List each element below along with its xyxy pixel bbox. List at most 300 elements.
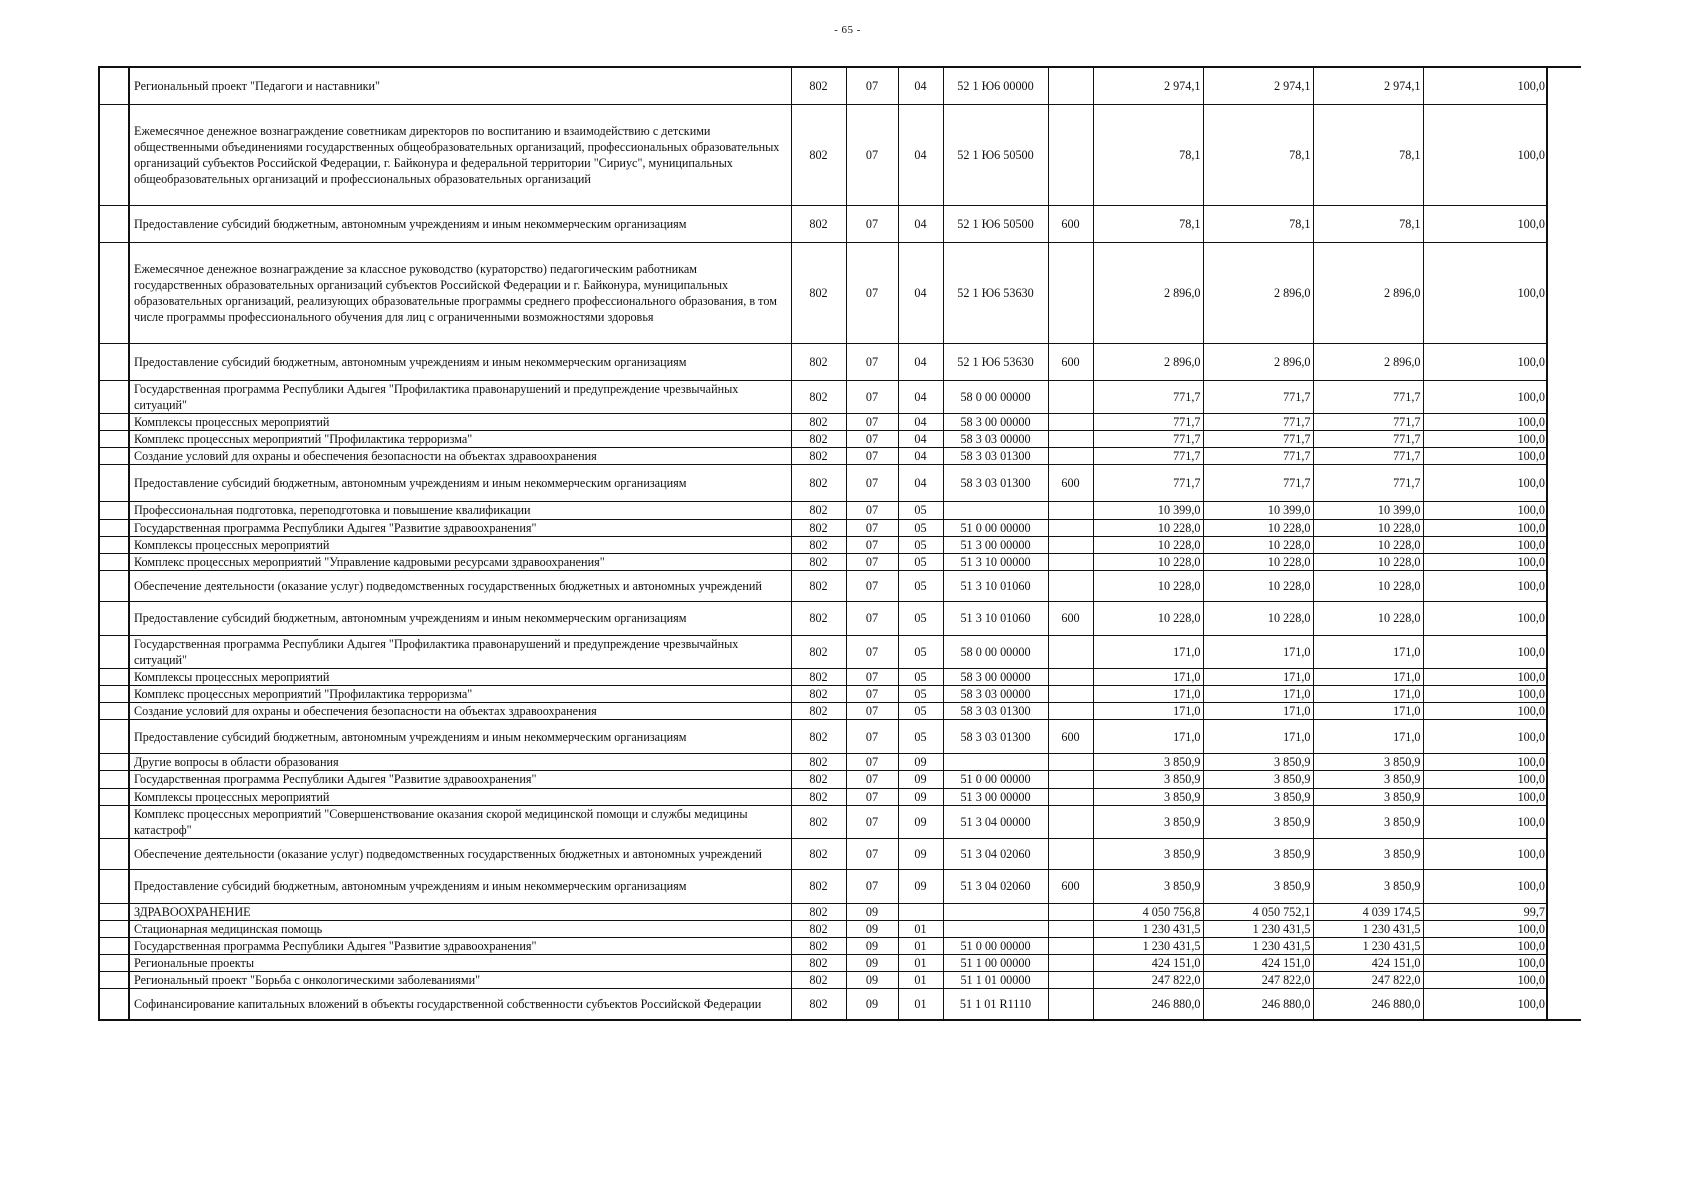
section-code-cell: 09 <box>846 972 898 989</box>
row-tail-cell <box>1547 989 1581 1021</box>
table-row <box>99 570 1581 601</box>
revised-amount-cell: 3 850,9 <box>1203 869 1313 903</box>
section-code-cell: 09 <box>846 903 898 920</box>
page-number: - 65 - <box>834 24 861 36</box>
ved-code-cell: 802 <box>791 519 846 536</box>
percent-executed-cell: 100,0 <box>1423 703 1547 720</box>
section-code-cell: 07 <box>846 805 898 838</box>
executed-amount-cell: 3 850,9 <box>1313 805 1423 838</box>
table-row <box>99 788 1581 805</box>
approved-amount-cell: 1 230 431,5 <box>1093 937 1203 954</box>
expense-type-cell: 600 <box>1048 601 1093 635</box>
row-name-cell: Предоставление субсидий бюджетным, автономным учреждениям и иным некоммерческим организациям <box>129 720 791 754</box>
table-row <box>99 920 1581 937</box>
section-code-cell: 07 <box>846 465 898 502</box>
row-tail-cell <box>1547 955 1581 972</box>
ved-code-cell: 802 <box>791 788 846 805</box>
executed-amount-cell: 10 399,0 <box>1313 502 1423 519</box>
row-name-cell: Предоставление субсидий бюджетным, автономным учреждениям и иным некоммерческим организациям <box>129 869 791 903</box>
target-article-cell: 58 3 03 01300 <box>943 448 1048 465</box>
revised-amount-cell: 10 228,0 <box>1203 536 1313 553</box>
revised-amount-cell: 771,7 <box>1203 465 1313 502</box>
revised-amount-cell: 10 228,0 <box>1203 519 1313 536</box>
subsection-code-cell: 04 <box>898 465 943 502</box>
percent-executed-cell: 100,0 <box>1423 788 1547 805</box>
expense-type-cell <box>1048 536 1093 553</box>
table-row <box>99 243 1581 344</box>
row-name-cell: Предоставление субсидий бюджетным, автономным учреждениям и иным некоммерческим организациям <box>129 344 791 381</box>
table-row <box>99 686 1581 703</box>
target-article-cell: 51 0 00 00000 <box>943 937 1048 954</box>
row-margin-cell <box>99 937 129 954</box>
target-article-cell: 52 1 Ю6 50500 <box>943 206 1048 243</box>
row-margin-cell <box>99 381 129 414</box>
target-article-cell: 52 1 Ю6 00000 <box>943 67 1048 105</box>
target-article-cell: 52 1 Ю6 50500 <box>943 105 1048 206</box>
section-code-cell: 07 <box>846 519 898 536</box>
row-margin-cell <box>99 519 129 536</box>
target-article-cell: 58 3 03 01300 <box>943 703 1048 720</box>
subsection-code-cell: 05 <box>898 669 943 686</box>
row-tail-cell <box>1547 105 1581 206</box>
revised-amount-cell: 171,0 <box>1203 635 1313 668</box>
target-article-cell: 51 3 04 00000 <box>943 805 1048 838</box>
section-code-cell: 07 <box>846 669 898 686</box>
percent-executed-cell: 100,0 <box>1423 601 1547 635</box>
table-row <box>99 754 1581 771</box>
target-article-cell: 51 1 01 00000 <box>943 972 1048 989</box>
expense-type-cell: 600 <box>1048 206 1093 243</box>
table-row <box>99 414 1581 431</box>
table-row <box>99 771 1581 788</box>
ved-code-cell: 802 <box>791 635 846 668</box>
row-name-cell: Софинансирование капитальных вложений в объекты государственной собственности субъектов Российской Федерации <box>129 989 791 1021</box>
target-article-cell: 51 3 04 02060 <box>943 869 1048 903</box>
table-row <box>99 635 1581 668</box>
row-tail-cell <box>1547 703 1581 720</box>
approved-amount-cell: 771,7 <box>1093 381 1203 414</box>
row-tail-cell <box>1547 448 1581 465</box>
subsection-code-cell: 05 <box>898 502 943 519</box>
row-name-cell: Создание условий для охраны и обеспечения безопасности на объектах здравоохранения <box>129 448 791 465</box>
expense-type-cell: 600 <box>1048 465 1093 502</box>
target-article-cell: 52 1 Ю6 53630 <box>943 243 1048 344</box>
revised-amount-cell: 3 850,9 <box>1203 754 1313 771</box>
row-name-cell: Государственная программа Республики Адыгея "Развитие здравоохранения" <box>129 519 791 536</box>
row-name-cell: Государственная программа Республики Адыгея "Развитие здравоохранения" <box>129 937 791 954</box>
ved-code-cell: 802 <box>791 502 846 519</box>
section-code-cell: 07 <box>846 720 898 754</box>
executed-amount-cell: 3 850,9 <box>1313 771 1423 788</box>
section-code-cell: 07 <box>846 635 898 668</box>
section-code-cell: 07 <box>846 838 898 869</box>
table-row <box>99 206 1581 243</box>
target-article-cell: 51 1 00 00000 <box>943 955 1048 972</box>
section-code-cell: 07 <box>846 344 898 381</box>
row-margin-cell <box>99 955 129 972</box>
revised-amount-cell: 171,0 <box>1203 703 1313 720</box>
row-name-cell: Региональный проект "Борьба с онкологическими заболеваниями" <box>129 972 791 989</box>
ved-code-cell: 802 <box>791 920 846 937</box>
ved-code-cell: 802 <box>791 720 846 754</box>
revised-amount-cell: 171,0 <box>1203 720 1313 754</box>
executed-amount-cell: 10 228,0 <box>1313 519 1423 536</box>
row-tail-cell <box>1547 243 1581 344</box>
row-tail-cell <box>1547 67 1581 105</box>
row-margin-cell <box>99 920 129 937</box>
approved-amount-cell: 3 850,9 <box>1093 838 1203 869</box>
row-name-cell: Комплекс процессных мероприятий "Совершенствование оказания скорой медицинской помощи и службы медицины катастроф" <box>129 805 791 838</box>
expense-type-cell: 600 <box>1048 720 1093 754</box>
table-row <box>99 937 1581 954</box>
subsection-code-cell: 04 <box>898 105 943 206</box>
approved-amount-cell: 10 228,0 <box>1093 519 1203 536</box>
ved-code-cell: 802 <box>791 972 846 989</box>
executed-amount-cell: 2 896,0 <box>1313 243 1423 344</box>
subsection-code-cell: 01 <box>898 937 943 954</box>
subsection-code-cell: 04 <box>898 243 943 344</box>
percent-executed-cell: 100,0 <box>1423 519 1547 536</box>
row-name-cell: Комплексы процессных мероприятий <box>129 414 791 431</box>
revised-amount-cell: 78,1 <box>1203 206 1313 243</box>
ved-code-cell: 802 <box>791 67 846 105</box>
executed-amount-cell: 10 228,0 <box>1313 553 1423 570</box>
revised-amount-cell: 2 896,0 <box>1203 243 1313 344</box>
row-name-cell: Региональный проект "Педагоги и наставники" <box>129 67 791 105</box>
ved-code-cell: 802 <box>791 105 846 206</box>
ved-code-cell: 802 <box>791 431 846 448</box>
subsection-code-cell: 04 <box>898 414 943 431</box>
approved-amount-cell: 4 050 756,8 <box>1093 903 1203 920</box>
section-code-cell: 07 <box>846 601 898 635</box>
row-margin-cell <box>99 771 129 788</box>
target-article-cell: 51 3 10 01060 <box>943 570 1048 601</box>
expense-type-cell <box>1048 381 1093 414</box>
revised-amount-cell: 10 228,0 <box>1203 570 1313 601</box>
ved-code-cell: 802 <box>791 989 846 1021</box>
ved-code-cell: 802 <box>791 465 846 502</box>
section-code-cell: 07 <box>846 105 898 206</box>
row-name-cell: Комплекс процессных мероприятий "Профилактика терроризма" <box>129 686 791 703</box>
revised-amount-cell: 3 850,9 <box>1203 838 1313 869</box>
expense-type-cell <box>1048 431 1093 448</box>
subsection-code-cell: 05 <box>898 519 943 536</box>
subsection-code-cell: 05 <box>898 703 943 720</box>
row-margin-cell <box>99 601 129 635</box>
percent-executed-cell: 100,0 <box>1423 206 1547 243</box>
ved-code-cell: 802 <box>791 703 846 720</box>
table-row <box>99 431 1581 448</box>
approved-amount-cell: 771,7 <box>1093 465 1203 502</box>
expense-type-cell <box>1048 972 1093 989</box>
percent-executed-cell: 100,0 <box>1423 686 1547 703</box>
target-article-cell <box>943 920 1048 937</box>
row-margin-cell <box>99 989 129 1021</box>
target-article-cell: 51 1 01 R1110 <box>943 989 1048 1021</box>
target-article-cell: 58 3 00 00000 <box>943 414 1048 431</box>
revised-amount-cell: 10 228,0 <box>1203 553 1313 570</box>
ved-code-cell: 802 <box>791 805 846 838</box>
table-row <box>99 903 1581 920</box>
row-margin-cell <box>99 838 129 869</box>
approved-amount-cell: 3 850,9 <box>1093 771 1203 788</box>
percent-executed-cell: 100,0 <box>1423 502 1547 519</box>
section-code-cell: 07 <box>846 788 898 805</box>
expense-type-cell <box>1048 686 1093 703</box>
target-article-cell: 58 3 03 00000 <box>943 686 1048 703</box>
expense-type-cell <box>1048 105 1093 206</box>
section-code-cell: 07 <box>846 431 898 448</box>
row-name-cell: Предоставление субсидий бюджетным, автономным учреждениям и иным некоммерческим организациям <box>129 465 791 502</box>
section-code-cell: 07 <box>846 414 898 431</box>
table-row <box>99 536 1581 553</box>
row-tail-cell <box>1547 502 1581 519</box>
section-code-cell: 07 <box>846 206 898 243</box>
subsection-code-cell: 05 <box>898 553 943 570</box>
subsection-code-cell: 04 <box>898 206 943 243</box>
row-margin-cell <box>99 805 129 838</box>
revised-amount-cell: 771,7 <box>1203 431 1313 448</box>
row-tail-cell <box>1547 381 1581 414</box>
target-article-cell <box>943 903 1048 920</box>
target-article-cell: 52 1 Ю6 53630 <box>943 344 1048 381</box>
section-code-cell: 07 <box>846 754 898 771</box>
approved-amount-cell: 10 228,0 <box>1093 601 1203 635</box>
subsection-code-cell: 05 <box>898 635 943 668</box>
revised-amount-cell: 246 880,0 <box>1203 989 1313 1021</box>
executed-amount-cell: 171,0 <box>1313 635 1423 668</box>
row-tail-cell <box>1547 838 1581 869</box>
expense-type-cell <box>1048 570 1093 601</box>
target-article-cell: 51 3 04 02060 <box>943 838 1048 869</box>
revised-amount-cell: 3 850,9 <box>1203 788 1313 805</box>
section-code-cell: 09 <box>846 937 898 954</box>
row-margin-cell <box>99 869 129 903</box>
row-margin-cell <box>99 67 129 105</box>
row-tail-cell <box>1547 972 1581 989</box>
target-article-cell: 51 3 10 01060 <box>943 601 1048 635</box>
ved-code-cell: 802 <box>791 686 846 703</box>
revised-amount-cell: 247 822,0 <box>1203 972 1313 989</box>
ved-code-cell: 802 <box>791 754 846 771</box>
ved-code-cell: 802 <box>791 243 846 344</box>
executed-amount-cell: 171,0 <box>1313 686 1423 703</box>
executed-amount-cell: 771,7 <box>1313 414 1423 431</box>
executed-amount-cell: 10 228,0 <box>1313 536 1423 553</box>
executed-amount-cell: 771,7 <box>1313 381 1423 414</box>
target-article-cell: 51 3 00 00000 <box>943 788 1048 805</box>
percent-executed-cell: 100,0 <box>1423 105 1547 206</box>
subsection-code-cell: 04 <box>898 344 943 381</box>
section-code-cell: 09 <box>846 955 898 972</box>
target-article-cell: 58 3 00 00000 <box>943 669 1048 686</box>
revised-amount-cell: 1 230 431,5 <box>1203 937 1313 954</box>
revised-amount-cell: 171,0 <box>1203 669 1313 686</box>
percent-executed-cell: 100,0 <box>1423 805 1547 838</box>
expense-type-cell <box>1048 937 1093 954</box>
percent-executed-cell: 100,0 <box>1423 344 1547 381</box>
expense-type-cell <box>1048 448 1093 465</box>
expense-type-cell <box>1048 903 1093 920</box>
table-row <box>99 448 1581 465</box>
row-margin-cell <box>99 669 129 686</box>
executed-amount-cell: 3 850,9 <box>1313 788 1423 805</box>
row-margin-cell <box>99 720 129 754</box>
row-name-cell: Обеспечение деятельности (оказание услуг) подведомственных государственных бюджетных и автономных учреждений <box>129 570 791 601</box>
revised-amount-cell: 1 230 431,5 <box>1203 920 1313 937</box>
approved-amount-cell: 771,7 <box>1093 448 1203 465</box>
row-margin-cell <box>99 414 129 431</box>
approved-amount-cell: 10 228,0 <box>1093 536 1203 553</box>
ved-code-cell: 802 <box>791 448 846 465</box>
row-tail-cell <box>1547 937 1581 954</box>
percent-executed-cell: 100,0 <box>1423 67 1547 105</box>
ved-code-cell: 802 <box>791 601 846 635</box>
percent-executed-cell: 100,0 <box>1423 635 1547 668</box>
approved-amount-cell: 771,7 <box>1093 414 1203 431</box>
approved-amount-cell: 171,0 <box>1093 720 1203 754</box>
row-margin-cell <box>99 903 129 920</box>
row-margin-cell <box>99 206 129 243</box>
executed-amount-cell: 247 822,0 <box>1313 972 1423 989</box>
approved-amount-cell: 171,0 <box>1093 703 1203 720</box>
ved-code-cell: 802 <box>791 669 846 686</box>
table-row <box>99 805 1581 838</box>
row-margin-cell <box>99 344 129 381</box>
expense-type-cell <box>1048 243 1093 344</box>
row-tail-cell <box>1547 431 1581 448</box>
row-name-cell: ЗДРАВООХРАНЕНИЕ <box>129 903 791 920</box>
executed-amount-cell: 2 974,1 <box>1313 67 1423 105</box>
ved-code-cell: 802 <box>791 206 846 243</box>
ved-code-cell: 802 <box>791 536 846 553</box>
percent-executed-cell: 100,0 <box>1423 570 1547 601</box>
budget-table <box>98 66 1581 1021</box>
subsection-code-cell: 01 <box>898 955 943 972</box>
section-code-cell: 07 <box>846 869 898 903</box>
section-code-cell: 07 <box>846 771 898 788</box>
target-article-cell: 51 3 10 00000 <box>943 553 1048 570</box>
executed-amount-cell: 3 850,9 <box>1313 869 1423 903</box>
approved-amount-cell: 171,0 <box>1093 686 1203 703</box>
row-tail-cell <box>1547 570 1581 601</box>
executed-amount-cell: 78,1 <box>1313 105 1423 206</box>
table-row <box>99 381 1581 414</box>
section-code-cell: 07 <box>846 703 898 720</box>
percent-executed-cell: 100,0 <box>1423 536 1547 553</box>
row-name-cell: Обеспечение деятельности (оказание услуг) подведомственных государственных бюджетных и автономных учреждений <box>129 838 791 869</box>
approved-amount-cell: 78,1 <box>1093 105 1203 206</box>
executed-amount-cell: 10 228,0 <box>1313 570 1423 601</box>
approved-amount-cell: 3 850,9 <box>1093 869 1203 903</box>
approved-amount-cell: 424 151,0 <box>1093 955 1203 972</box>
row-tail-cell <box>1547 771 1581 788</box>
approved-amount-cell: 10 399,0 <box>1093 502 1203 519</box>
approved-amount-cell: 247 822,0 <box>1093 972 1203 989</box>
percent-executed-cell: 100,0 <box>1423 669 1547 686</box>
approved-amount-cell: 171,0 <box>1093 635 1203 668</box>
row-tail-cell <box>1547 903 1581 920</box>
row-name-cell: Комплекс процессных мероприятий "Профилактика терроризма" <box>129 431 791 448</box>
executed-amount-cell: 4 039 174,5 <box>1313 903 1423 920</box>
ved-code-cell: 802 <box>791 344 846 381</box>
target-article-cell: 58 3 03 01300 <box>943 465 1048 502</box>
ved-code-cell: 802 <box>791 838 846 869</box>
target-article-cell: 51 0 00 00000 <box>943 771 1048 788</box>
row-margin-cell <box>99 686 129 703</box>
row-tail-cell <box>1547 414 1581 431</box>
row-tail-cell <box>1547 465 1581 502</box>
section-code-cell: 07 <box>846 570 898 601</box>
row-name-cell: Комплексы процессных мероприятий <box>129 669 791 686</box>
subsection-code-cell: 05 <box>898 720 943 754</box>
row-margin-cell <box>99 448 129 465</box>
revised-amount-cell: 2 896,0 <box>1203 344 1313 381</box>
expense-type-cell: 600 <box>1048 344 1093 381</box>
subsection-code-cell: 05 <box>898 601 943 635</box>
table-row <box>99 502 1581 519</box>
row-tail-cell <box>1547 635 1581 668</box>
executed-amount-cell: 1 230 431,5 <box>1313 920 1423 937</box>
subsection-code-cell: 09 <box>898 754 943 771</box>
table-row <box>99 601 1581 635</box>
section-code-cell: 07 <box>846 553 898 570</box>
table-row <box>99 105 1581 206</box>
percent-executed-cell: 100,0 <box>1423 869 1547 903</box>
executed-amount-cell: 424 151,0 <box>1313 955 1423 972</box>
subsection-code-cell: 05 <box>898 570 943 601</box>
row-margin-cell <box>99 635 129 668</box>
approved-amount-cell: 771,7 <box>1093 431 1203 448</box>
expense-type-cell <box>1048 805 1093 838</box>
revised-amount-cell: 4 050 752,1 <box>1203 903 1313 920</box>
row-tail-cell <box>1547 601 1581 635</box>
row-tail-cell <box>1547 720 1581 754</box>
executed-amount-cell: 771,7 <box>1313 448 1423 465</box>
executed-amount-cell: 3 850,9 <box>1313 754 1423 771</box>
percent-executed-cell: 100,0 <box>1423 465 1547 502</box>
table-row <box>99 465 1581 502</box>
row-margin-cell <box>99 570 129 601</box>
expense-type-cell <box>1048 754 1093 771</box>
percent-executed-cell: 100,0 <box>1423 553 1547 570</box>
section-code-cell: 09 <box>846 989 898 1021</box>
subsection-code-cell: 01 <box>898 920 943 937</box>
approved-amount-cell: 78,1 <box>1093 206 1203 243</box>
row-tail-cell <box>1547 669 1581 686</box>
revised-amount-cell: 10 399,0 <box>1203 502 1313 519</box>
row-margin-cell <box>99 788 129 805</box>
subsection-code-cell: 09 <box>898 838 943 869</box>
subsection-code-cell: 09 <box>898 788 943 805</box>
expense-type-cell <box>1048 669 1093 686</box>
target-article-cell: 51 3 00 00000 <box>943 536 1048 553</box>
row-margin-cell <box>99 465 129 502</box>
ved-code-cell: 802 <box>791 903 846 920</box>
subsection-code-cell: 04 <box>898 381 943 414</box>
row-name-cell: Другие вопросы в области образования <box>129 754 791 771</box>
executed-amount-cell: 1 230 431,5 <box>1313 937 1423 954</box>
section-code-cell: 07 <box>846 381 898 414</box>
row-name-cell: Комплексы процессных мероприятий <box>129 788 791 805</box>
executed-amount-cell: 246 880,0 <box>1313 989 1423 1021</box>
approved-amount-cell: 3 850,9 <box>1093 805 1203 838</box>
table-row <box>99 519 1581 536</box>
section-code-cell: 07 <box>846 536 898 553</box>
target-article-cell <box>943 754 1048 771</box>
subsection-code-cell <box>898 903 943 920</box>
percent-executed-cell: 100,0 <box>1423 771 1547 788</box>
